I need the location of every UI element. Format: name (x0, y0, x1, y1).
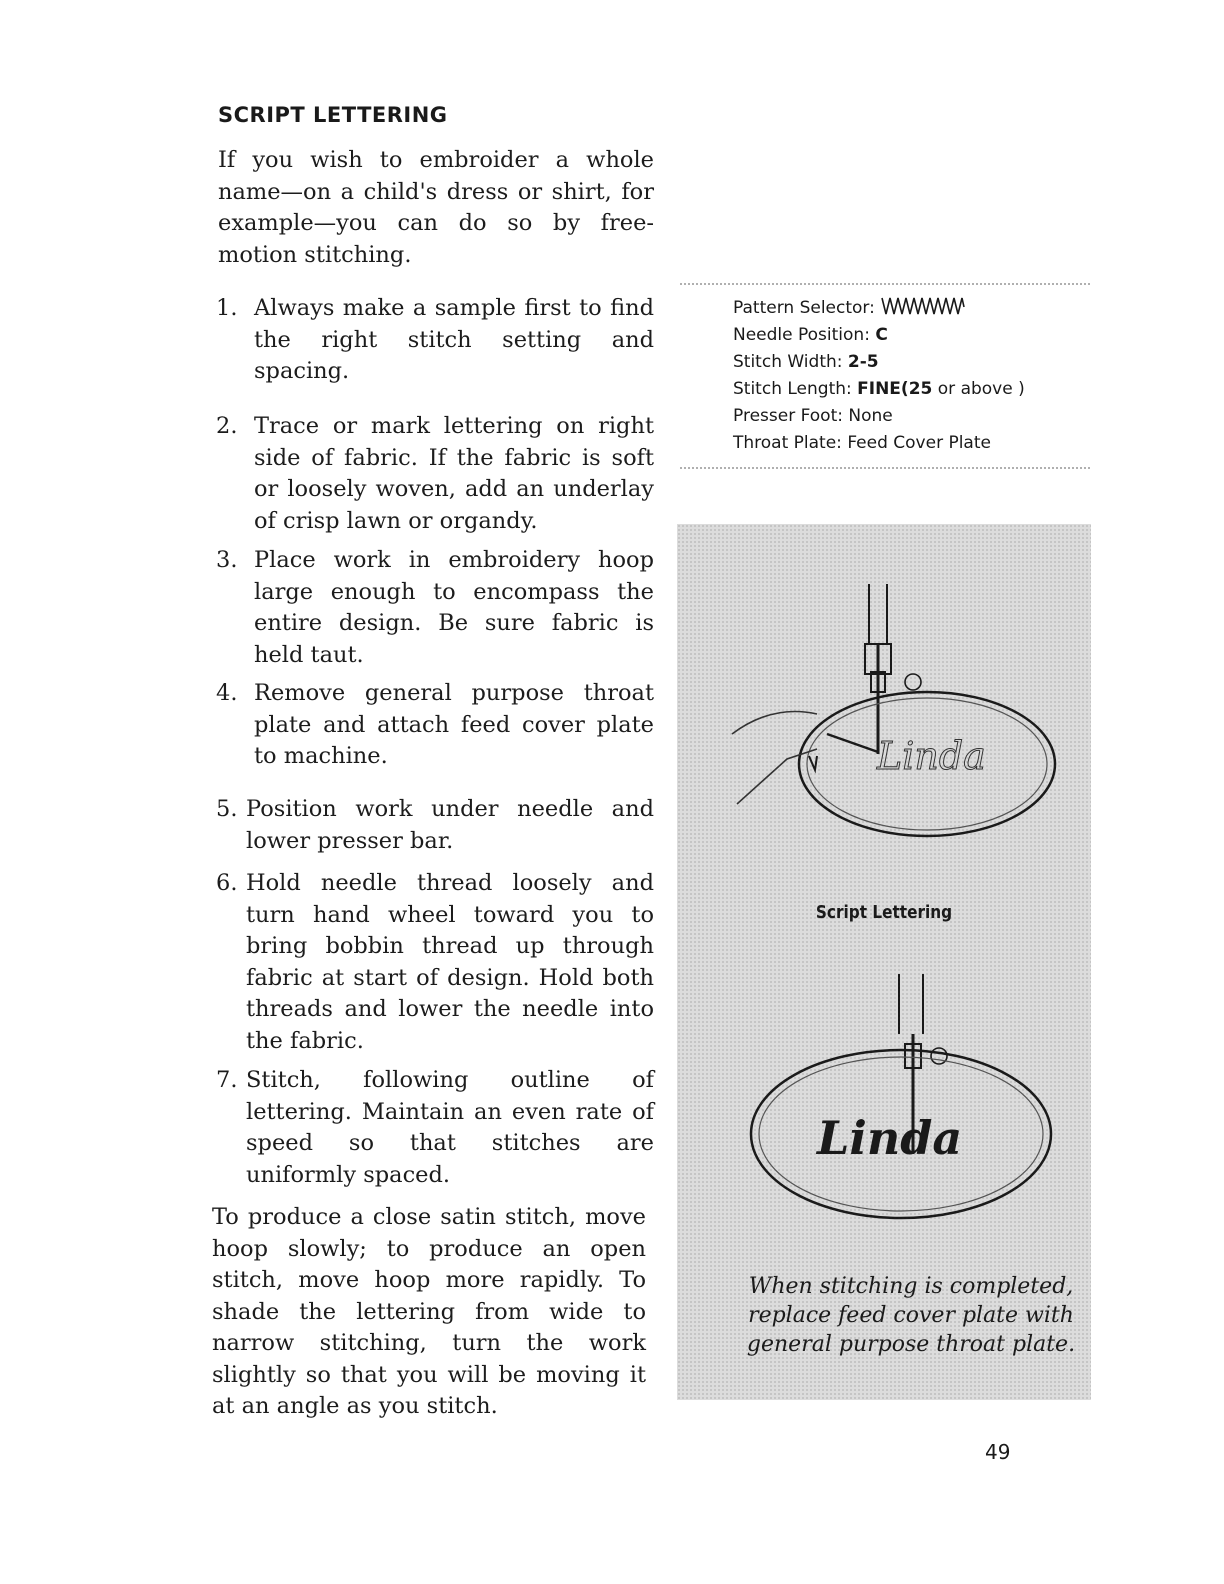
needle-position-row (733, 325, 888, 345)
stitch-width-row (733, 352, 879, 372)
list-item (212, 868, 654, 1057)
step-number: 6. (216, 870, 238, 896)
page-number: 49 (985, 1440, 1011, 1464)
hoop-stitched-text: Linda (817, 1111, 963, 1165)
hoop-illustration-stitched (677, 944, 1091, 1244)
step-number: 7. (216, 1067, 238, 1093)
list-item (212, 545, 654, 671)
presser-foot-value: None (848, 406, 893, 426)
completion-note: When stitching is completed, replace feed cover plate with general purpose throat plate. (746, 1274, 1076, 1357)
needle-position-value: C (875, 325, 888, 345)
throat-plate-label: Throat Plate: (733, 433, 842, 453)
step-number: 2. (216, 413, 238, 439)
step-text: Position work under needle and lower presser bar. (246, 796, 654, 854)
closing-paragraph: To produce a close satin stitch, move hoop slowly; to produce an open stitch, move hoop more rapidly. To shade the lettering from wide to narrow stitching, turn the work slightly so that you will be moving it at an angle as you stitch. (212, 1204, 646, 1419)
machine-settings-box (680, 283, 1090, 469)
presser-foot-row (733, 406, 893, 426)
stitch-length-value: FINE (857, 379, 901, 399)
step-text: Hold needle thread loosely and turn hand wheel toward you to bring bobbin thread up through fabric at start of design. Hold both threads and lower the needle into the fabric. (246, 870, 654, 1054)
step-number: 1. (216, 295, 238, 321)
list-item (212, 411, 654, 537)
section-title: SCRIPT LETTERING (218, 103, 448, 127)
list-item (212, 1065, 654, 1191)
figure-caption: Script Lettering (815, 902, 953, 923)
step-text: Stitch, following outline of lettering. Maintain an even rate of speed so that stitches are uniformly spaced. (246, 1067, 654, 1188)
step-number: 4. (216, 680, 238, 706)
hoop-illustration-traced (677, 524, 1091, 894)
zigzag-stitch-icon (880, 297, 966, 315)
list-item (212, 794, 654, 857)
stitch-length-number: 25 (908, 379, 933, 399)
throat-plate-value: Feed Cover Plate (847, 433, 991, 453)
presser-foot-label: Presser Foot: (733, 406, 843, 426)
list-item (212, 293, 654, 388)
needle-position-label: Needle Position: (733, 325, 870, 345)
stitch-width-value: 2-5 (847, 352, 879, 372)
stitch-length-note: or above ) (932, 379, 1025, 399)
pattern-selector-label: Pattern Selector: (733, 298, 875, 318)
stitch-length-row (733, 379, 1025, 399)
pattern-selector-row (733, 297, 966, 318)
step-text: Remove general purpose throat plate and attach feed cover plate to machine. (254, 680, 654, 769)
illustration-panel (677, 524, 1091, 1400)
intro-paragraph: If you wish to embroider a whole name—on a child's dress or shirt, for example—you can do so by free-motion stitching. (218, 147, 654, 268)
stitch-length-paren: ( (900, 379, 909, 399)
step-number: 5. (216, 796, 238, 822)
list-item (212, 678, 654, 773)
stitch-length-label: Stitch Length: (733, 379, 852, 399)
hoop-traced-text: Linda (877, 734, 986, 778)
step-number: 3. (216, 547, 238, 573)
stitch-width-label: Stitch Width: (733, 352, 843, 372)
step-text: Always make a sample first to find the right stitch setting and spacing. (254, 295, 654, 384)
step-text: Trace or mark lettering on right side of fabric. If the fabric is soft or loosely woven, add an underlay of crisp lawn or organdy. (254, 413, 654, 534)
step-text: Place work in embroidery hoop large enough to encompass the entire design. Be sure fabric is held taut. (254, 547, 654, 668)
throat-plate-row (733, 433, 991, 453)
